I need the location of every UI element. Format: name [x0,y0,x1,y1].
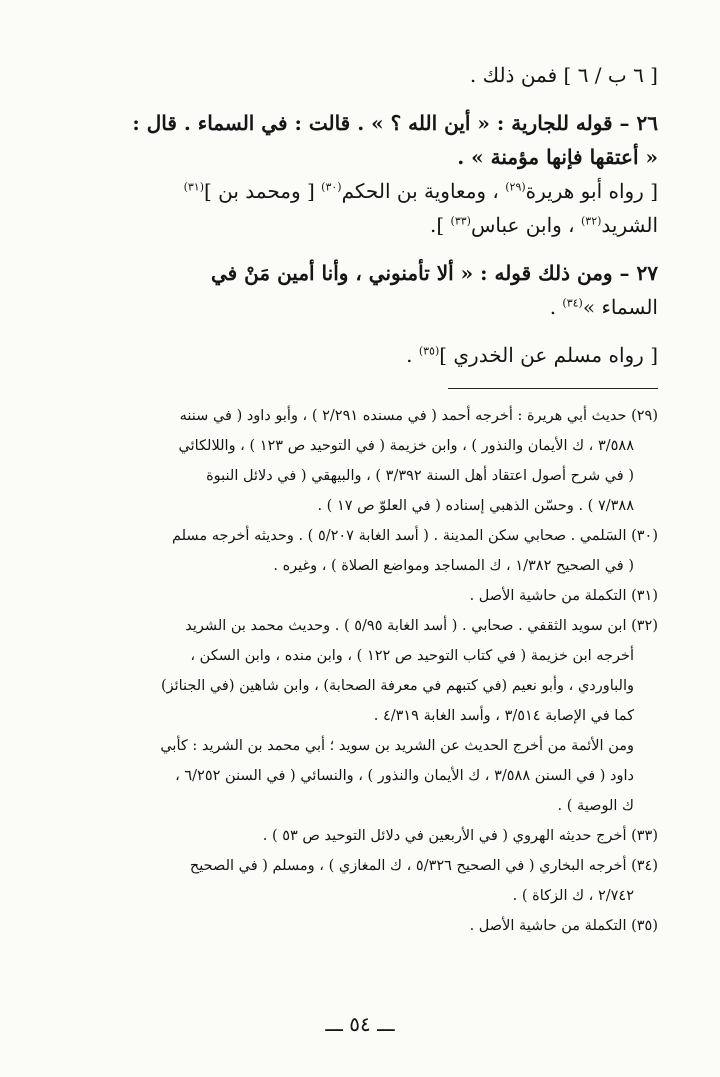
main-line-1: [ ٦ ب / ٦ ] فمن ذلك . [469,63,658,87]
hadith-27-dot: . [549,295,563,319]
page-number: ـــ ٥٤ ـــ [325,1012,395,1036]
narr-g: [ رواه مسلم عن الخدري ] [439,343,658,367]
fn-ref-33[interactable]: (٣٣) [450,214,471,228]
footnote-34-line: ٢/٧٤٢ ، ك الزكاة ) . [512,888,634,904]
narrators-26 [62,174,658,208]
footnote-30: (٣٠) السَلمي . صحابي سكن المدينة . ( أسد الغابة ٥/٢٠٧ ) . وحديثه أخرجه مسلم [171,528,658,544]
footnote-29-line: ( في شرح أصول اعتقاد أهل السنة ٣/٣٩٢ ) ، والبيهقي ( في دلائل النبوة [206,468,634,484]
narr-f: ]. [430,213,451,237]
fn-ref-29[interactable]: (٢٩) [505,180,526,194]
narr-c: [ ومحمد بن ] [203,179,322,203]
hadith-27-end: السماء » [582,295,658,319]
footnote-divider [448,388,658,389]
narr-d: الشريد [601,213,658,237]
footnote-31: (٣١) التكملة من حاشية الأصل . [469,588,658,604]
narrators-27 [62,338,658,372]
footnote-29-line: ٣/٥٨٨ ، ك الأيمان والنذور ) ، وابن خزيمة ( في التوحيد ص ١٢٣ ) ، واللالكائي [178,438,634,454]
footnote-32-line: أخرجه ابن خزيمة ( في كتاب التوحيد ص ١٢٢ ) ، وابن منده ، وابن السكن ، [190,648,634,664]
footnote-32-line: ك الوصية ) . [557,798,634,814]
hadith-26 [62,106,658,140]
narr-a: [ رواه أبو هريرة [525,179,658,203]
main-text [62,58,658,372]
footnote-34: (٣٤) أخرجه البخاري ( في الصحيح ٥/٣٢٦ ، ك المغازي ) ، ومسلم ( في الصحيح [189,858,658,874]
hadith-26-quote: « أعتقها فإنها مؤمنة » . [457,145,658,169]
footnote-32: (٣٢) ابن سويد الثقفي . صحابي . ( أسد الغابة ٥/٩٥ ) . وحديث محمد بن الشريد [185,618,658,634]
narrators-26-cont [62,208,658,242]
hadith-27 [62,256,658,290]
hadith-27-cont [62,290,658,324]
footnote-30-line: ( في الصحيح ١/٣٨٢ ، ك المساجد ومواضع الصلاة ) ، وغيره . [273,558,634,574]
fn-ref-30[interactable]: (٣٠) [321,180,342,194]
fn-ref-35[interactable]: (٣٥) [418,344,440,358]
hadith-number-26: ٢٦ – [619,111,658,135]
footnote-35: (٣٥) التكملة من حاشية الأصل . [469,918,658,934]
footnote-33: (٣٣) أخرج حديثه الهروي ( في الأربعين في دلائل التوحيد ص ٥٣ ) . [262,828,658,844]
fn-ref-31[interactable]: (٣١) [183,180,204,194]
footnote-32-line: ومن الأئمة من أخرج الحديث عن الشريد بن سويد ؛ أبي محمد بن الشريد : كأبي [160,738,634,754]
fn-ref-32[interactable]: (٣٢) [580,214,602,228]
footnote-29-line: ٧/٣٨٨ ) . وحسّن الذهبي إسناده ( في العلوّ ص ١٧ ) . [317,498,634,514]
footnote-32-line: داود ( في السنن ٣/٥٨٨ ، ك الأيمان والنذور ) ، والنسائي ( في السنن ٦/٢٥٢ ، [175,768,634,784]
footnote-32-line: والباوردي ، وأبو نعيم (في كتبهم في معرفة الصحابة) ، وابن شاهين (في الجنائز) [160,678,634,694]
narr-e: ، وابن عباس [470,213,581,237]
fn-ref-34[interactable]: (٣٤) [562,296,583,310]
hadith-27-text: ومن ذلك قوله : « ألا تأمنوني ، وأنا أمين مَنْ في [210,261,620,285]
hadith-26-text: قوله للجارية : « أين الله ؟ » . قالت : في السماء . قال : [132,111,620,135]
footnote-29: (٢٩) حديث أبي هريرة : أخرجه أحمد ( في مسنده ٢/٢٩١ ) ، وأبو داود ( في سننه [179,408,658,424]
hadith-26-cont [62,140,658,174]
hadith-number-27: ٢٧ – [619,261,658,285]
narr-b: ، ومعاوية بن الحكم [341,179,506,203]
footnotes [62,401,658,941]
book-page [62,58,658,941]
footnote-32-line: كما في الإصابة ٣/٥١٤ ، وأسد الغابة ٤/٣١٩ . [373,708,634,724]
narr-h: . [406,343,419,367]
